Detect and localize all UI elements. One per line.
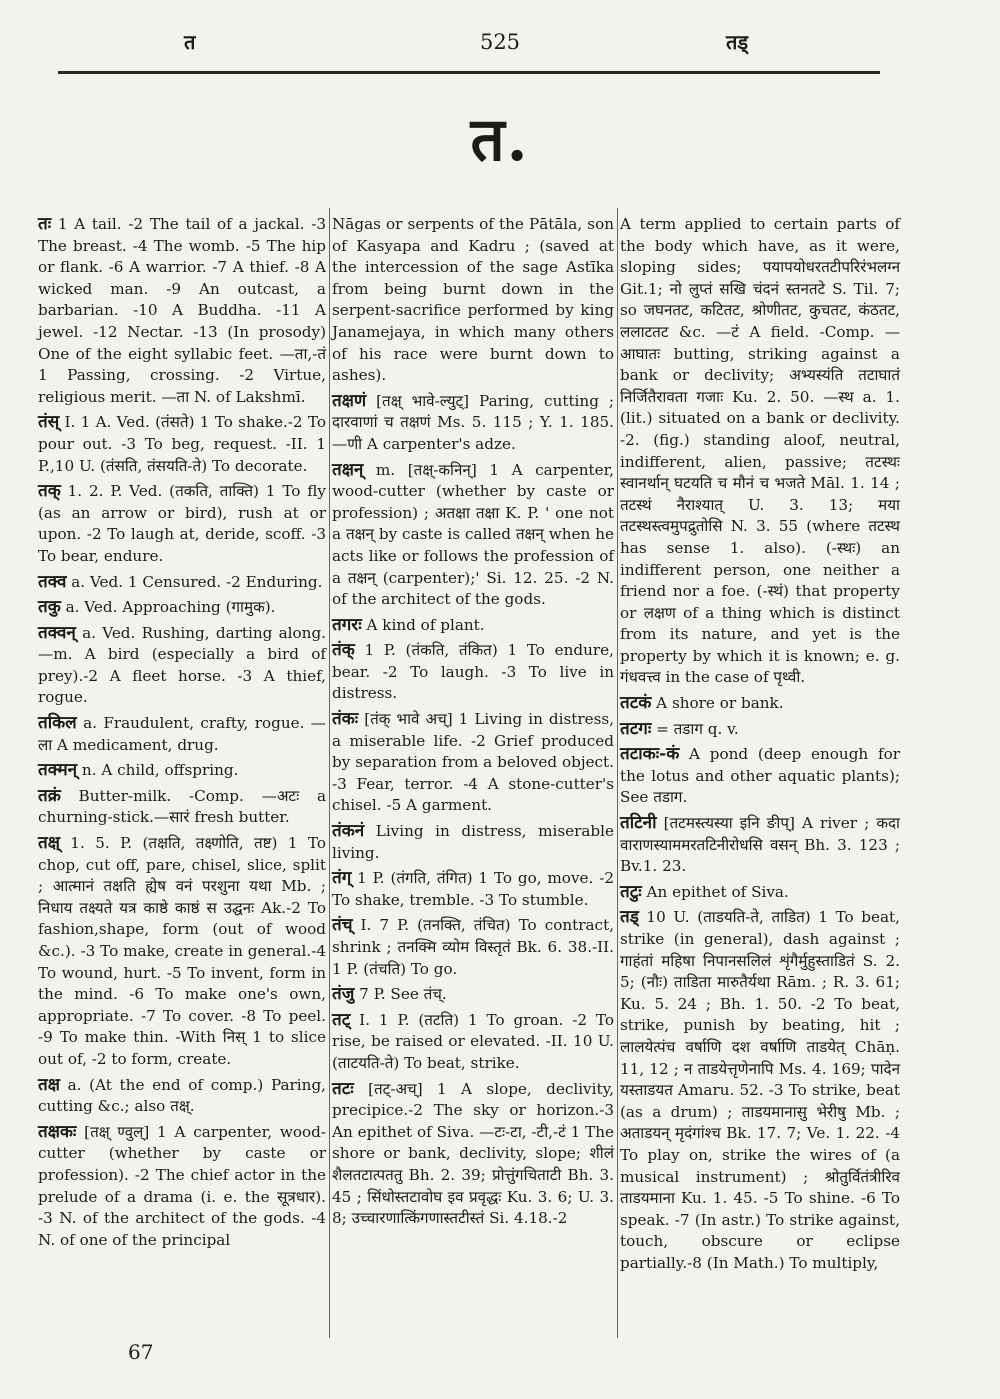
header-rule (58, 71, 880, 74)
entry-text: 1. 5. P. (तक्षति, तक्ष्णोति, तष्ट) 1 To chop, cut off, pare, chisel, slice, split ; आत्मानं तक्षति ह्येष वनं परशुना यथा Mb. ; निधाय तक्ष्यते यत्र काष्ठे काष्ठं स उद्घनः Ak.-2 To fashion,shape, form (out of wood &c.). -3 To make, create in general.-4 To wound, hurt. -5 To invent, form in the mind. -6 To make one's own, appropriate. -7 To cover. -8 To peel. -9 To make thin. -With निस् 1 to slice out of, -2 to form, create. (38, 834, 326, 1068)
entry-text: n. A child, offspring. (77, 761, 239, 780)
column-divider (617, 208, 618, 1338)
entry-headword: तड् (620, 907, 639, 928)
entry-headword: तकिल (38, 713, 77, 734)
entry-text: [तट्-अच्] 1 A slope, declivity, precipice.-2 The sky or horizon.-3 An epithet of Siva. —टः-टा, -टी,-टं 1 The shore or bank, declivity, slope; शीलं शैलतटात्पततु Bh. 2. 39; प्रोत्तुंगचिताटी Bh. 3. 45 ; सिंधोस्तटावोघ इव प्रवृद्धः Ku. 3. 6; U. 3. 8; उच्चारणात्किंगणास्तटीस्तं Si. 4.18.-2 (332, 1079, 614, 1228)
entry-text: a. Ved. Approaching (गामुक). (60, 598, 276, 617)
entry-headword: तक्षणं (332, 390, 367, 411)
column-2 (332, 214, 614, 1234)
dictionary-entry (38, 481, 326, 567)
dictionary-entry (620, 214, 900, 689)
entry-headword: तक्मन् (38, 760, 78, 781)
dictionary-entry (38, 1122, 326, 1252)
entry-text: I. 1 P. (तटति) 1 To groan. -2 To rise, be raised or elevated. -II. 10 U. (ताटयति-ते) To beat, strike. (332, 1010, 614, 1072)
entry-text: [तंक् भावे अच्] 1 Living in distress, a miserable life. -2 Grief produced by separation from a beloved object. -3 Fear, terror. -4 A stone-cutter's chisel. -5 A garment. (332, 710, 614, 815)
dictionary-entry (38, 597, 326, 619)
dictionary-entry (332, 821, 614, 864)
running-head-left: त (184, 30, 196, 54)
dictionary-entry (38, 412, 326, 477)
entry-text: I. 1 A. Ved. (तंसते) 1 To shake.-2 To pour out. -3 To beg, request. -II. 1 P.,10 U. (तंसति, तंसयति-ते) To decorate. (38, 413, 326, 475)
entry-text: I. 7 P. (तनक्ति, तंचित) To contract, shrink ; तनक्मि व्योम विस्तृतं Bk. 6. 38.-II. 1 P. (तंचति) To go. (332, 916, 614, 978)
dictionary-entry (620, 719, 900, 741)
entry-headword: तटः (332, 1078, 354, 1099)
entry-headword: तंकनं (332, 821, 365, 842)
entry-text: a. Ved. 1 Censured. -2 Enduring. (66, 572, 323, 591)
entry-headword: तंस् (38, 412, 60, 433)
entry-text: Living in distress, miserable living. (332, 822, 614, 862)
entry-headword: तक्रं (38, 785, 61, 806)
dictionary-entry (332, 460, 614, 611)
entry-text: Nāgas or serpents of the Pātāla, son of Kasyapa and Kadru ; (saved at the intercession of the sage Astīka from being burnt down in the serpent-sacrifice performed by king Janamejaya, in which many others of his race were burnt down to ashes). (332, 215, 614, 385)
entry-headword: तगरः (332, 614, 362, 635)
entry-text: A pond (deep enough for the lotus and other aquatic plants); See तडाग. (620, 745, 900, 807)
entry-text: a. Fraudulent, crafty, rogue. —ला A medicament, drug. (38, 714, 326, 754)
entry-headword: तटिनी (620, 813, 657, 834)
dictionary-entry (38, 713, 326, 756)
entry-text: 10 U. (ताडयति-ते, ताडित) 1 To beat, strike (in general), dash against ; गाहंतां महिषा निपानसलिलं शृंगैर्मुहुस्ताडितं S. 2. 5; (नौः) ताडिता मारुतैर्यथा Rām. ; R. 3. 61; Ku. 5. 24 ; Bh. 1. 50. -2 To beat, strike, punish by beating, hit ; लालयेत्पंच वर्षाणि दश वर्षाणि ताडयेत् Chāṇ. 11, 12 ; न ताडयेत्तृणेनापि Ms. 4. 169; पादेन यस्ताडयत Amaru. 52. -3 To strike, beat (as a drum) ; ताडयमानासु भेरीषु Mb. ; अताडयन् मृदंगांश्च Bk. 17. 7; Ve. 1. 22. -4 To play on, strike the wires of (a musical instrument) ; श्रोतुर्वितंत्रीरिव ताडयमाना Ku. 1. 45. -5 To shine. -6 To speak. -7 (In astr.) To strike against, touch, obscure or eclipse partially.-8 (In Math.) To multiply, (620, 908, 900, 1272)
entry-text: 1 P. (तंकति, तंकित) 1 To endure, bear. -2 To laugh. -3 To live in distress. (332, 641, 614, 703)
dictionary-entry (38, 214, 326, 408)
entry-text: a. Ved. Rushing, darting along. —m. A bird (especially a bird of prey).-2 A fleet horse. -3 A thief, rogue. (38, 623, 326, 707)
entry-headword: तंजु (332, 984, 355, 1005)
entry-headword: तंकः (332, 709, 359, 730)
entry-text: 1 P. (तंगति, तंगित) 1 To go, move. -2 To shake, tremble. -3 To stumble. (332, 869, 614, 909)
page-number: 525 (479, 30, 521, 54)
dictionary-entry (620, 907, 900, 1274)
entry-text: [तक्ष् ण्वुल्] 1 A carpenter, wood-cutter (whether by caste or profession). -2 The chief actor in the prelude of a drama (i. e. the सूत्रधार). -3 N. of the architect of the gods. -4 N. of one of the principal (38, 1122, 326, 1249)
entry-text: A kind of plant. (361, 615, 485, 634)
entry-headword: तटगः (620, 718, 652, 739)
dictionary-entry (38, 833, 326, 1071)
dictionary-entry (38, 572, 326, 594)
entry-text: a. (At the end of comp.) Paring, cutting &c.; also तक्ष्. (38, 1075, 326, 1116)
entry-text: [तक्ष् भावे-ल्युट्] Paring, cutting ; दारवाणां च तक्षणं Ms. 5. 115 ; Y. 1. 185. —णी A carpenter's adze. (332, 391, 614, 453)
dictionary-entry (38, 760, 326, 782)
dictionary-entry (332, 214, 614, 387)
dictionary-entry (332, 640, 614, 705)
entry-text: A term applied to certain parts of the body which have, as it were, sloping sides; पयापयोधरतटीपरिरंभलग्न Git.1; नो लुप्तं सखि चंदनं स्तनतटे S. Til. 7; so जघनतट, कटितट, श्रोणीतट, कुचतट, कंठतट, ललाटतट &c. —टं A field. -Comp. —आघातः butting, striking against a bank or declivity; अभ्यस्यंति तटाघातं निर्जितैरावता गजाः Ku. 2. 50. —स्थ a. 1. (lit.) situated on a bank or declivity. -2. (fig.) standing aloof, neutral, indifferent, alien, passive; तटस्थः स्वानर्थान् घटयति च मौनं च भजते Māl. 1. 14 ; तटस्थं नैराश्यात् U. 3. 13; मया तटस्थस्त्वमुपद्रुतोसि N. 3. 55 (where तटस्थ has sense 1. also). (-स्थः) an indifferent person, one neither a friend nor a foe. (-स्थं) that property or लक्षण of a thing which is distinct from its nature, and yet is the property by which it is known; e. g. गंधवत्त्व in the case of पृथ्वी. (620, 215, 900, 687)
dictionary-entry (620, 813, 900, 878)
entry-headword: तंग् (332, 868, 352, 889)
entry-headword: तटकं (620, 693, 652, 714)
dictionary-entry (332, 1079, 614, 1230)
entry-headword: तक् (38, 481, 61, 502)
entry-headword: तक्वन् (38, 622, 76, 643)
dictionary-entry (620, 693, 900, 715)
dictionary-entry (620, 882, 900, 904)
column-3 (620, 214, 900, 1279)
entry-headword: तक्व (38, 571, 67, 592)
dictionary-entry (332, 984, 614, 1006)
entry-headword: तक्ष (38, 1074, 60, 1095)
entry-headword: तक्षकः (38, 1121, 77, 1142)
signature-mark: 67 (128, 1340, 154, 1364)
entry-text: = तडाग q. v. (651, 719, 739, 738)
entry-headword: तक्षन् (332, 459, 364, 480)
entry-text: 1 A tail. -2 The tail of a jackal. -3 The breast. -4 The womb. -5 The hip or flank. -6 A warrior. -7 A thief. -8 A wicked man. -9 An outcast, a barbarian. -10 A Buddha. -11 A jewel. -12 Nectar. -13 (In prosody) One of the eight syllabic feet. —ता,-तं 1 Passing, crossing. -2 Virtue, religious merit. —ता N. of Lakshmī. (38, 215, 326, 406)
dictionary-entry (332, 1010, 614, 1075)
entry-headword: तट् (332, 1009, 351, 1030)
dictionary-entry (38, 1075, 326, 1118)
dictionary-entry (332, 615, 614, 637)
entry-text: An epithet of Siva. (641, 882, 789, 901)
dictionary-entry (332, 915, 614, 980)
column-divider (329, 208, 330, 1338)
dictionary-entry (38, 786, 326, 829)
running-head-right: तड् (726, 30, 749, 54)
dictionary-entry (332, 709, 614, 817)
entry-headword: तंक् (332, 640, 355, 661)
entry-headword: तंच् (332, 915, 353, 936)
section-letter: त. (470, 105, 530, 175)
dictionary-entry (38, 623, 326, 709)
dictionary-entry (332, 391, 614, 456)
entry-headword: तटुः (620, 881, 642, 902)
entry-headword: तटाकः-कं (620, 744, 680, 765)
entry-text: 1. 2. P. Ved. (तकति, ताक्ति) 1 To fly (as an arrow or bird), rush at or upon. -2 To laugh at, deride, scoff. -3 To bear, endure. (38, 482, 326, 565)
entry-text: A shore or bank. (651, 694, 784, 713)
entry-text: 7 P. See तंच्. (354, 985, 447, 1004)
column-1 (38, 214, 326, 1255)
entry-headword: तक्ष् (38, 833, 60, 854)
dictionary-entry (620, 744, 900, 809)
entry-text: [तटमस्त्यस्या इनि ङीप्] A river ; कदा वाराणस्याममरतटिनीरोधसि वसन् Bh. 3. 123 ; Bv.1. 23. (620, 814, 900, 876)
entry-headword: तः (38, 214, 52, 234)
entry-text: m. [तक्ष्-कनिन्] 1 A carpenter, wood-cutter (whether by caste or profession) ; अतक्षा तक्षा K. P. ' one not a तक्षन् by caste is called तक्षन् when he acts like or follows the profession of a तक्षन् (carpenter);' Si. 12. 25. -2 N. of the architect of the gods. (332, 460, 614, 609)
entry-headword: तकु (38, 597, 61, 618)
entry-text: Butter-milk. -Comp. —अटः a churning-stick.—सारं fresh butter. (38, 786, 326, 827)
dictionary-entry (332, 868, 614, 911)
